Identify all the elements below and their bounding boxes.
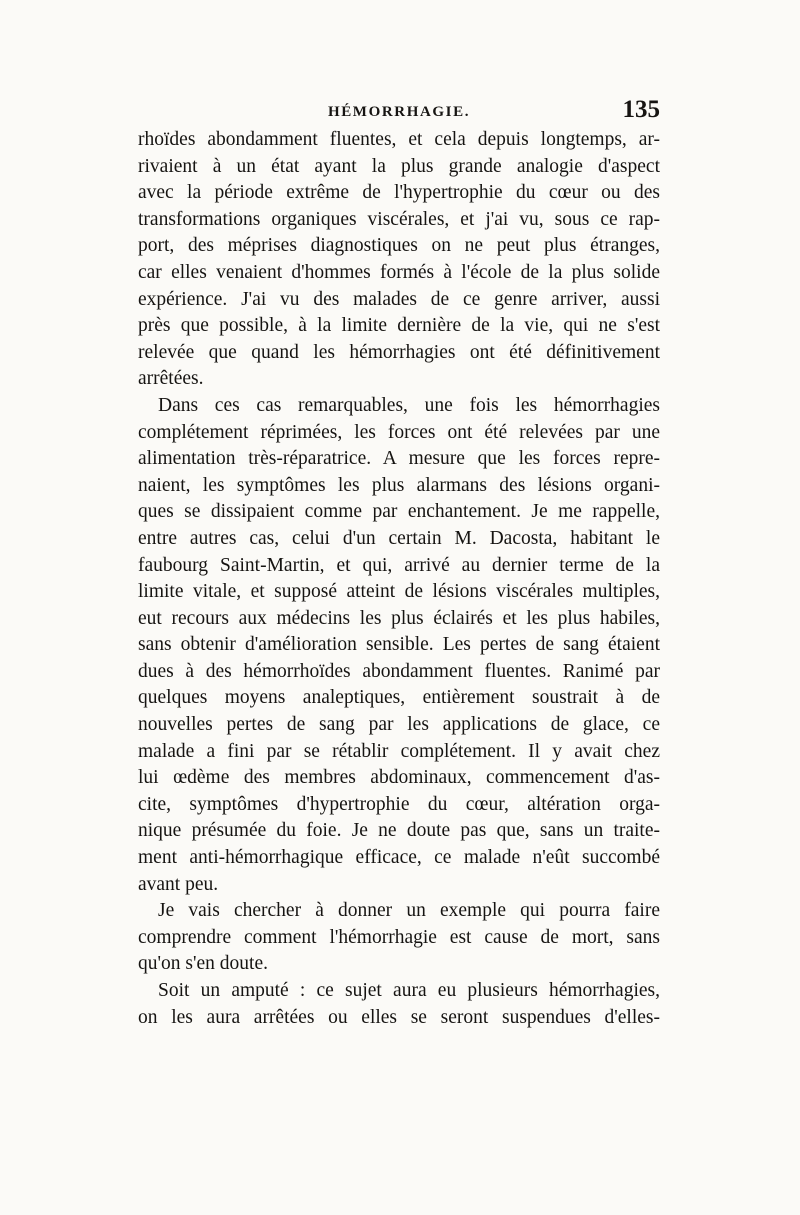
text-line: quelques moyens analeptiques, entièrement soustrait à de [138,687,660,709]
text-line: entre autres cas, celui d'un certain M. Dacosta, habitant le [138,527,660,549]
text-line: alimentation très-réparatrice. A mesure que les forces repre- [138,448,660,470]
text-line: cite, symptômes d'hypertrophie du cœur, altération orga- [138,793,660,815]
text-line: ment anti-hémorrhagique efficace, ce malade n'eût succombé [138,847,660,869]
text-line: expérience. J'ai vu des malades de ce genre arriver, aussi [138,288,660,310]
running-title: HÉMORRHAGIE. [327,104,471,120]
text-line: avec la période extrême de l'hypertrophie du cœur ou des [138,182,660,204]
text-line: transformations organiques viscérales, et j'ai vu, sous ce rap- [138,208,660,230]
text-line: dues à des hémorrhoïdes abondamment fluentes. Ranimé par [138,660,660,682]
text-line: faubourg Saint-Martin, et qui, arrivé au dernier terme de la [138,554,660,576]
text-line: ques se dissipaient comme par enchantement. Je me rappelle, [138,501,660,523]
text-line: nique présumée du foie. Je ne doute pas que, sans un traite- [138,820,660,842]
text-line: on les aura arrêtées ou elles se seront suspendues d'elles- [138,1006,660,1028]
page-number: 135 [622,96,660,123]
text-line: Dans ces cas remarquables, une fois les hémorrhagies [158,394,660,416]
text-line: avant peu. [138,873,219,895]
text-line: eut recours aux médecins les plus éclairés et les plus habiles, [138,607,660,629]
text-line: malade a fini par se rétablir complétement. Il y avait chez [138,740,660,762]
text-line: relevée que quand les hémorrhagies ont été définitivement [138,341,660,363]
text-line: nouvelles pertes de sang par les applications de glace, ce [138,714,660,736]
text-line: lui œdème des membres abdominaux, commencement d'as- [138,767,660,789]
text-line: rivaient à un état ayant la plus grande analogie d'aspect [138,155,660,177]
text-line: Soit un amputé : ce sujet aura eu plusieurs hémorrhagies, [158,980,660,1001]
text-line: complétement réprimées, les forces ont été relevées par une [138,421,660,443]
running-head [138,96,660,126]
text-line: arrêtées. [138,368,204,390]
text-line: comprendre comment l'hémorrhagie est cause de mort, sans [138,926,660,948]
body-text [138,127,660,1031]
text-line: qu'on s'en doute. [138,953,268,975]
text-line: port, des méprises diagnostiques on ne peut plus étranges, [138,235,660,257]
text-line: sans obtenir d'amélioration sensible. Les pertes de sang étaient [138,634,660,656]
text-line: près que possible, à la limite dernière de la vie, qui ne s'est [138,315,660,337]
text-line: car elles venaient d'hommes formés à l'école de la plus solide [138,261,660,283]
text-line: naient, les symptômes les plus alarmans des lésions organi- [138,474,660,496]
text-line: rhoïdes abondamment fluentes, et cela depuis longtemps, ar- [138,129,660,150]
text-line: Je vais chercher à donner un exemple qui pourra faire [158,900,660,922]
text-line: limite vitale, et supposé atteint de lésions viscérales multiples, [138,581,660,603]
